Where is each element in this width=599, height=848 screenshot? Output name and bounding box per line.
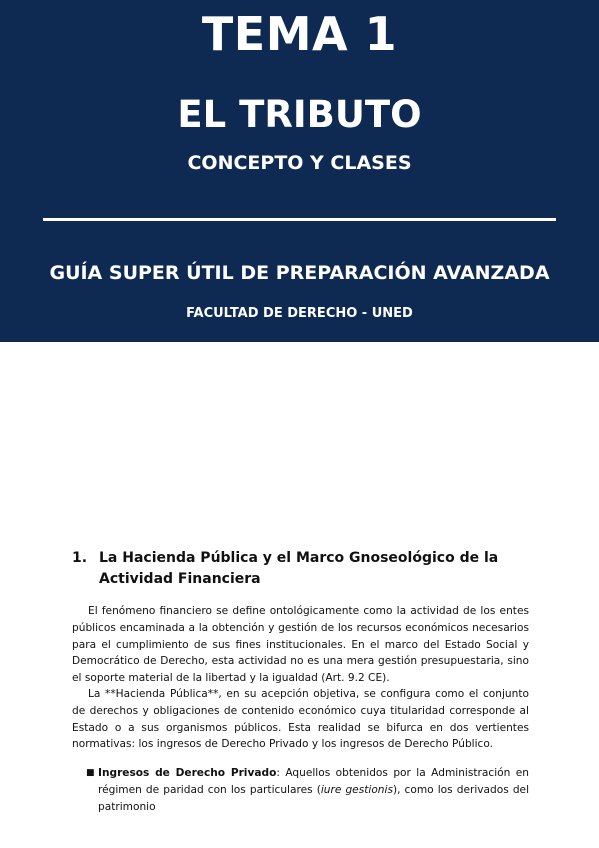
cover-banner bbox=[0, 0, 599, 342]
cover-faculty: FACULTAD DE DERECHO - UNED bbox=[186, 306, 413, 321]
bullet-text-before: : Aquellos obtenidos por la Administración en régimen de paridad con los particulares ( bbox=[98, 767, 529, 796]
cover-guide-title: GUÍA SUPER ÚTIL DE PREPARACIÓN AVANZADA bbox=[49, 262, 550, 284]
cover-divider bbox=[43, 218, 556, 221]
cover-subtitle: CONCEPTO Y CLASES bbox=[187, 152, 412, 174]
bullet-term: Ingresos de Derecho Privado bbox=[98, 767, 277, 779]
list-item bbox=[86, 765, 529, 815]
section-heading bbox=[72, 548, 542, 590]
bullet-italic-term: iure gestionis bbox=[320, 783, 393, 796]
paragraph-1: El fenómeno financiero se define ontológicamente como la actividad de los entes públicos encaminada a la obtención y gestión de los recursos económicos necesarios para el cumplimiento de sus fines institucionales. En el marco del Estado Social y Democrático de Derecho, esta actividad no es una mera gestión presupuestaria, sino el soporte material de la libertad y la igualdad (Art. 9.2 CE). bbox=[72, 605, 529, 685]
paragraph-2: La **Hacienda Pública**, en su acepción objetiva, se configura como el conjunto de derechos y obligaciones de contenido económico cuya titularidad corresponde al Estado o a sus organismos públicos. Esta realidad se bifurca en dos vertientes normativas: los ingresos de Derecho Privado y los ingresos de Derecho Público. bbox=[72, 688, 529, 751]
cover-tema: TEMA 1 bbox=[201, 7, 398, 61]
bullet-text bbox=[98, 765, 529, 815]
cover-title: EL TRIBUTO bbox=[177, 93, 422, 136]
square-bullet-icon: ■ bbox=[86, 768, 95, 778]
section-number: 1. bbox=[72, 550, 88, 566]
bullet-text-after: ), como los derivados del patrimonio bbox=[98, 783, 530, 813]
section-title: La Hacienda Pública y el Marco Gnoseológico de la Actividad Financiera bbox=[99, 550, 499, 587]
